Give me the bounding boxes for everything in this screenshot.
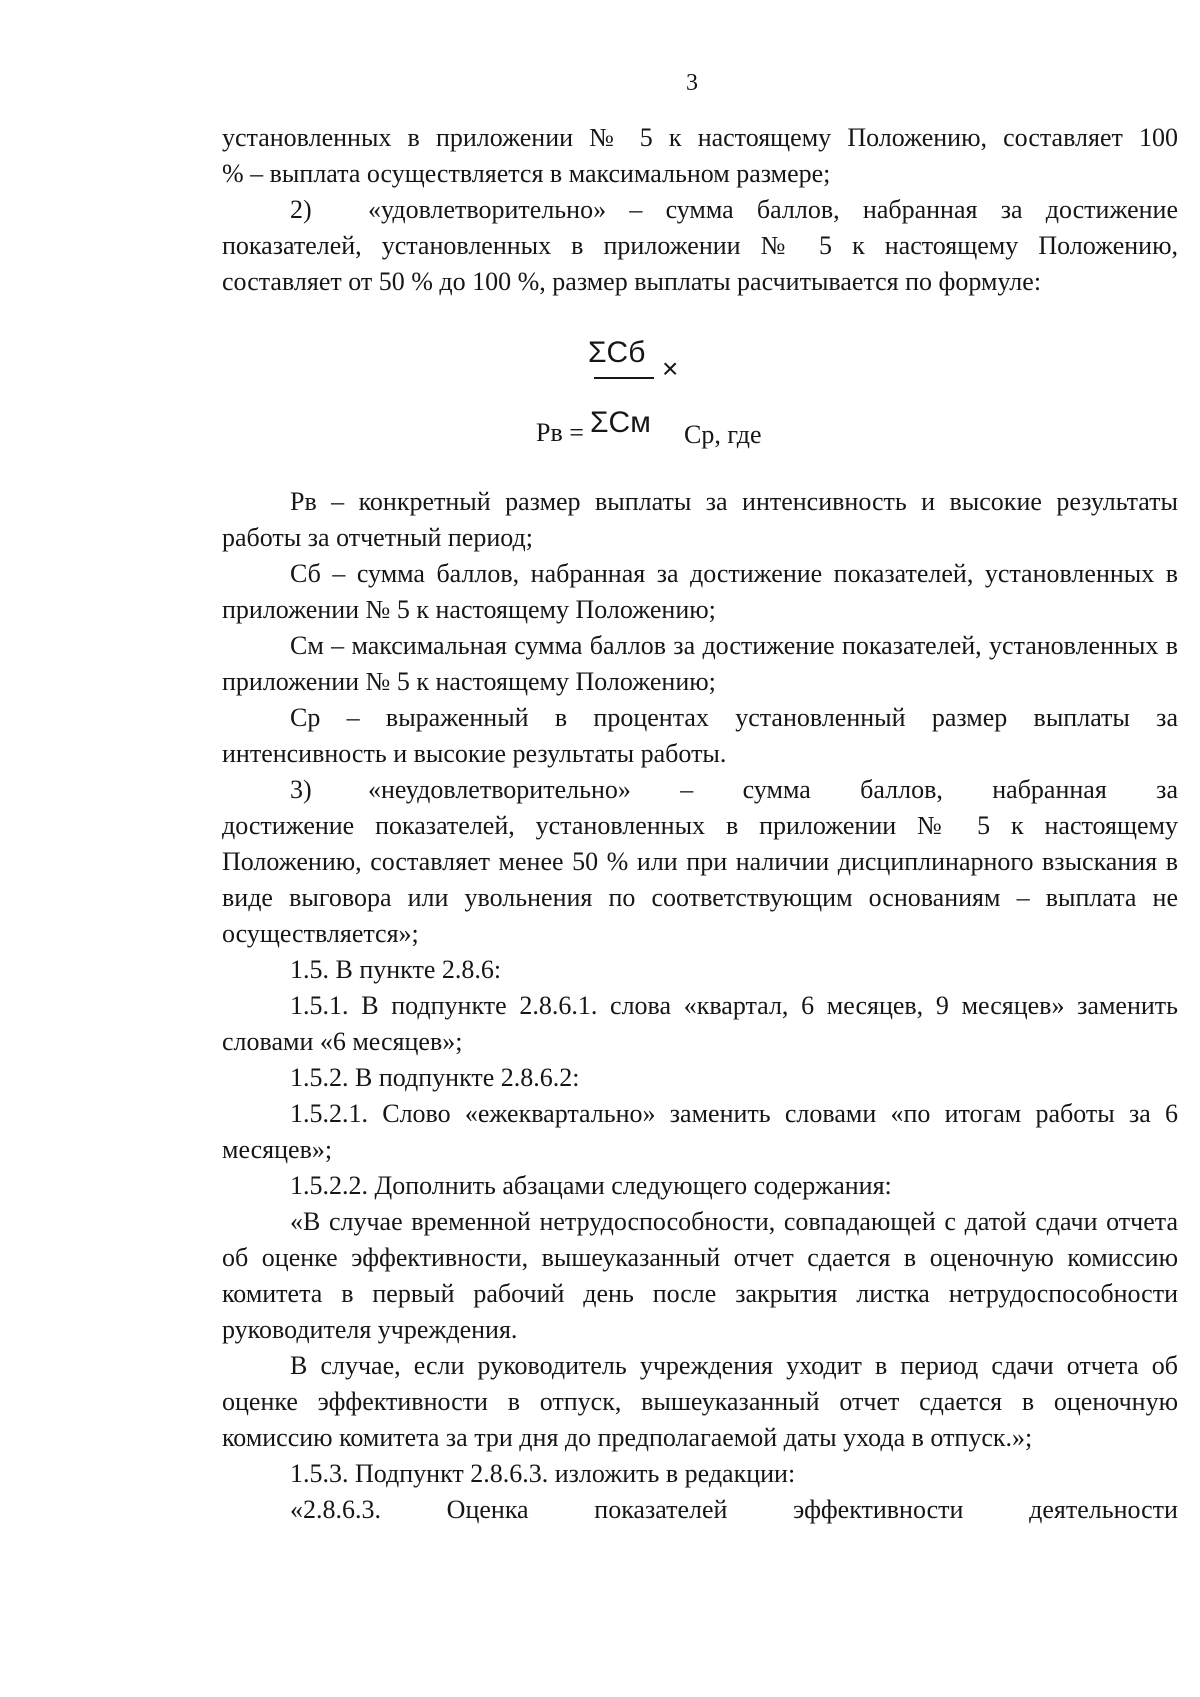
amendment-1-5-2-2: 1.5.2.2. Дополнить абзацами следующего содержания:: [290, 1171, 892, 1200]
text-block-top: [222, 120, 1178, 300]
formula-times: ×: [662, 353, 679, 384]
list-item-3: [222, 772, 1178, 808]
formula-lhs: Рв =: [536, 418, 584, 447]
list-item-continuation: показателей, установленных в приложении № 5 к настоящему Положению, составляет от 50 % до 100 %, размер выплаты расчитывается по формуле:: [222, 231, 1178, 296]
formula: [536, 335, 856, 455]
amendment-1-5-3: 1.5.3. Подпункт 2.8.6.3. изложить в редакции:: [290, 1459, 796, 1488]
last-line: [222, 1492, 1178, 1528]
list-number: 2): [290, 195, 312, 224]
paragraph-line: % – выплата осуществляется в максимальном размере;: [222, 159, 831, 188]
last-line-word: эффективности: [793, 1495, 964, 1524]
last-line-word: деятельности: [1029, 1495, 1178, 1524]
last-line-word: показателей: [594, 1495, 728, 1524]
definition-rv: Рв – конкретный размер выплаты за интенсивность и высокие результаты работы за отчетный период;: [222, 487, 1178, 552]
page-number: 3: [686, 70, 698, 96]
text-block-main: [222, 484, 1178, 1528]
definition-sm: См – максимальная сумма баллов за достижение показателей, установленных в приложении № 5 к настоящему Положению;: [222, 631, 1178, 696]
paragraph-line: установленных в приложении № 5 к настоящему Положению, составляет 100: [222, 123, 1178, 152]
list-number: 3): [290, 775, 312, 804]
definition-sr: Ср – выраженный в процентах установленный размер выплаты за интенсивность и высокие результаты работы.: [222, 703, 1178, 768]
formula-denominator: ΣСм: [590, 406, 651, 439]
amendment-1-5-1: 1.5.1. В подпункте 2.8.6.1. слова «квартал, 6 месяцев, 9 месяцев» заменить словами «6 месяцев»;: [222, 991, 1178, 1056]
quoted-paragraph-1: «В случае временной нетрудоспособности, совпадающей с датой сдачи отчета об оценке эффективности, вышеуказанный отчет сдается в оценочную комиссию комитета в первый рабочий день после закрытия листка нетрудоспособности руководителя учреждения.: [222, 1207, 1178, 1344]
last-line-word: Оценка: [446, 1495, 529, 1524]
amendment-1-5: 1.5. В пункте 2.8.6:: [290, 955, 502, 984]
formula-numerator: ΣСб: [588, 336, 646, 369]
list-item-continuation: достижение показателей, установленных в приложении № 5 к настоящему Положению, составляет менее 50 % или при наличии дисциплинарного взыскания в виде выговора или увольнения по соответствующим основаниям – выплата не осуществляется»;: [222, 811, 1178, 948]
definition-sb: Сб – сумма баллов, набранная за достижение показателей, установленных в приложении № 5 к настоящему Положению;: [222, 559, 1178, 624]
amendment-1-5-2: 1.5.2. В подпункте 2.8.6.2:: [290, 1063, 580, 1092]
list-item-2: [222, 192, 1178, 228]
fraction-bar: [594, 377, 654, 379]
list-item-first-line: «неудовлетворительно» – сумма баллов, набранная за: [368, 775, 1178, 804]
quoted-paragraph-2: В случае, если руководитель учреждения уходит в период сдачи отчета об оценке эффективности в отпуск, вышеуказанный отчет сдается в оценочную комиссию комитета за три дня до предполагаемой даты ухода в отпуск.»;: [222, 1351, 1178, 1452]
list-item-first-line: «удовлетворительно» – сумма баллов, набранная за достижение: [368, 195, 1178, 224]
last-line-word: «2.8.6.3.: [290, 1495, 381, 1524]
formula-rhs: Ср, где: [684, 420, 762, 449]
amendment-1-5-2-1: 1.5.2.1. Слово «ежеквартально» заменить словами «по итогам работы за 6 месяцев»;: [222, 1099, 1178, 1164]
